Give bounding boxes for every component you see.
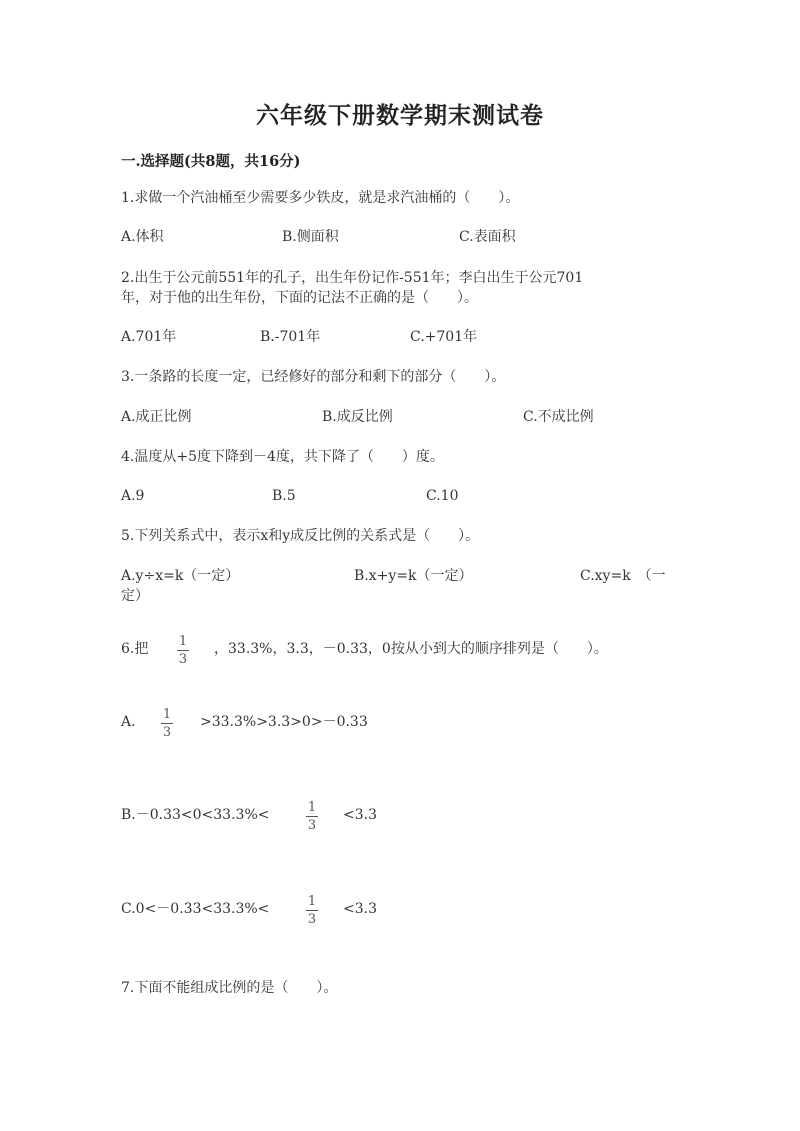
question-2-option-a: A.701年 <box>121 329 177 345</box>
question-6-option-b-fraction <box>304 800 320 833</box>
question-2-stem-line-1: 2.出生于公元前551年的孔子，出生年份记作-551年；李白出生于公元701 <box>121 270 584 286</box>
question-4-option-c: C.10 <box>426 488 459 504</box>
question-2-option-b: B.-701年 <box>260 329 321 345</box>
question-3-option-c: C.不成比例 <box>523 409 594 425</box>
question-1-option-c: C.表面积 <box>459 229 516 245</box>
question-2-stem-line-2: 年，对于他的出生年份，下面的记法不正确的是（ ）。 <box>121 290 478 306</box>
question-1-stem: 1.求做一个汽油桶至少需要多少铁皮，就是求汽油桶的（ ）。 <box>121 190 520 206</box>
question-6-option-c-fraction <box>304 894 320 927</box>
question-6-stem-prefix: 6.把 <box>121 641 149 657</box>
fraction-bar <box>161 723 173 724</box>
question-1-option-a: A.体积 <box>121 229 164 245</box>
fraction-numerator: 1 <box>307 800 317 815</box>
question-2-option-c: C.+701年 <box>410 329 478 345</box>
question-3-option-b: B.成反比例 <box>322 409 393 425</box>
question-6-stem-suffix: ，33.3%，3.3，－0.33，0按从小到大的顺序排列是（ ）。 <box>214 641 608 657</box>
question-6-option-c-prefix: C.0<－0.33<33.3%< <box>121 901 270 917</box>
fraction-numerator: 1 <box>307 894 317 909</box>
question-6-option-b-suffix: <3.3 <box>343 807 377 823</box>
question-5-stem: 5.下列关系式中，表示x和y成反比例的关系式是（ ）。 <box>121 528 480 544</box>
fraction-denominator: 3 <box>162 725 172 740</box>
fraction-bar <box>306 816 318 817</box>
fraction-bar <box>306 910 318 911</box>
section-heading: 一.选择题(共8题，共16分) <box>121 153 301 170</box>
question-5-option-c-wrap: 定） <box>121 588 149 604</box>
question-6-option-a-suffix: >33.3%>3.3>0>－0.33 <box>200 714 368 730</box>
question-4-option-b: B.5 <box>272 488 296 504</box>
fraction-denominator: 3 <box>307 818 317 833</box>
fraction-numerator: 1 <box>162 707 172 722</box>
question-5-option-c: C.xy=k （一 <box>580 568 666 584</box>
question-5-option-b: B.x+y=k（一定） <box>354 568 473 584</box>
question-5-option-a: A.y÷x=k（一定） <box>121 568 240 584</box>
question-4-option-a: A.9 <box>121 488 145 504</box>
question-3-stem: 3.一条路的长度一定，已经修好的部分和剩下的部分（ ）。 <box>121 369 506 385</box>
question-7-stem: 7.下面不能组成比例的是（ ）。 <box>121 980 338 996</box>
question-6-option-a-fraction <box>159 707 175 740</box>
fraction-numerator: 1 <box>178 634 188 649</box>
page-title: 六年级下册数学期末测试卷 <box>256 102 544 129</box>
question-6-option-b-prefix: B.－0.33<0<33.3%< <box>121 807 270 823</box>
fraction-denominator: 3 <box>307 912 317 927</box>
fraction-bar <box>177 650 189 651</box>
question-1-option-b: B.侧面积 <box>282 229 339 245</box>
question-6-option-a-prefix: A. <box>121 714 136 730</box>
question-6-option-c-suffix: <3.3 <box>343 901 377 917</box>
fraction-denominator: 3 <box>178 652 188 667</box>
question-3-option-a: A.成正比例 <box>121 409 192 425</box>
question-4-stem: 4.温度从+5度下降到－4度，共下降了（ ）度。 <box>121 449 444 465</box>
question-6-fraction <box>175 634 191 667</box>
